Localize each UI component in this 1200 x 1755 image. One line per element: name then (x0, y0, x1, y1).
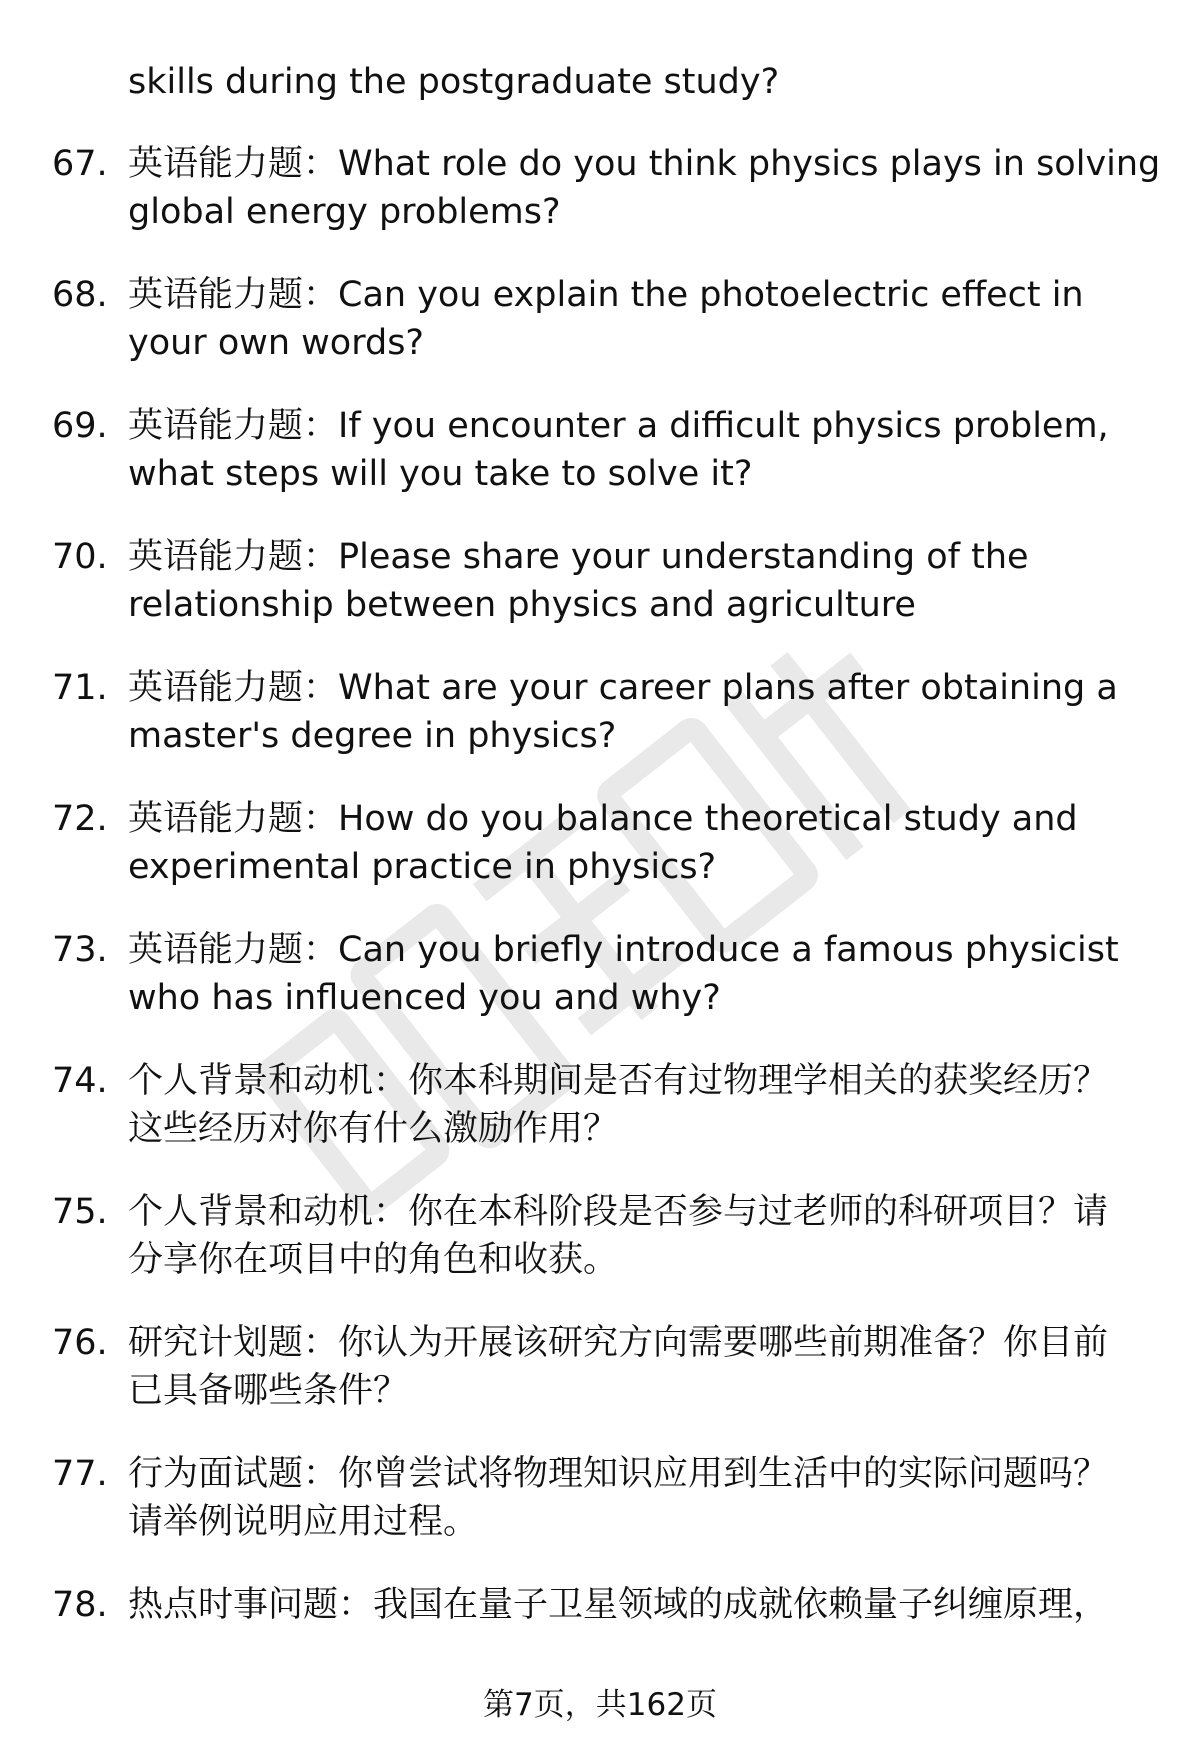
question-list (0, 140, 1200, 1712)
question-number: 68. (52, 275, 108, 315)
question-line: 英语能力题：Can you explain the photoelectric effect in (128, 275, 1084, 315)
question-text (128, 140, 1168, 236)
question-number: 71. (52, 668, 108, 708)
question-text (128, 402, 1168, 498)
question-number: 67. (52, 144, 108, 184)
question-text (128, 795, 1168, 891)
question-text (128, 1057, 1168, 1153)
question-line: 个人背景和动机：你本科期间是否有过物理学相关的获奖经历？ (128, 1061, 1109, 1101)
question-line: 英语能力题：If you encounter a difficult physics problem, (128, 406, 1109, 446)
question-line: your own words? (128, 323, 425, 363)
question-item (0, 533, 1200, 664)
question-line: 已具备哪些条件？ (128, 1371, 409, 1411)
question-line: 个人背景和动机：你在本科阶段是否参与过老师的科研项目？请 (128, 1192, 1109, 1232)
question-line: 英语能力题：What role do you think physics plays in solving (128, 144, 1161, 184)
question-number: 77. (52, 1454, 108, 1494)
question-line: 请举例说明应用过程。 (128, 1502, 479, 1542)
question-line: 热点时事问题：我国在量子卫星领域的成就依赖量子纠缠原理， (128, 1585, 1109, 1625)
continuation-line: skills during the postgraduate study? (128, 62, 780, 102)
question-line: 英语能力题：Please share your understanding of the (128, 537, 1029, 577)
question-line: global energy problems? (128, 192, 561, 232)
question-number: 69. (52, 406, 108, 446)
question-line: experimental practice in physics? (128, 847, 717, 887)
question-line: 英语能力题：How do you balance theoretical study and (128, 799, 1078, 839)
question-number: 78. (52, 1585, 108, 1625)
question-text (128, 1450, 1168, 1546)
question-line: 研究计划题：你认为开展该研究方向需要哪些前期准备？你目前 (128, 1323, 1109, 1363)
question-text (128, 1581, 1168, 1629)
question-item (0, 795, 1200, 926)
question-line: who has influenced you and why? (128, 978, 721, 1018)
question-item (0, 1188, 1200, 1319)
page-footer: 第7页，共162页 (483, 1687, 717, 1723)
question-line: 英语能力题：What are your career plans after obtaining a (128, 668, 1118, 708)
question-item (0, 402, 1200, 533)
question-line: 行为面试题：你曾尝试将物理知识应用到生活中的实际问题吗？ (128, 1454, 1109, 1494)
question-line: 英语能力题：Can you briefly introduce a famous physicist (128, 930, 1119, 970)
question-line: 这些经历对你有什么激励作用？ (128, 1109, 619, 1149)
question-number: 70. (52, 537, 108, 577)
question-number: 76. (52, 1323, 108, 1363)
question-text (128, 1319, 1168, 1415)
question-line: master's degree in physics? (128, 716, 617, 756)
question-item (0, 140, 1200, 271)
question-item (0, 1319, 1200, 1450)
question-line: 分享你在项目中的角色和收获。 (128, 1240, 619, 1280)
question-line: relationship between physics and agriculture (128, 585, 916, 625)
question-item (0, 1450, 1200, 1581)
question-number: 75. (52, 1192, 108, 1232)
question-item (0, 271, 1200, 402)
question-text (128, 664, 1168, 760)
question-number: 74. (52, 1061, 108, 1101)
question-text (128, 926, 1168, 1022)
question-text (128, 533, 1168, 629)
question-item (0, 664, 1200, 795)
question-number: 72. (52, 799, 108, 839)
question-text (128, 1188, 1168, 1284)
question-item (0, 1057, 1200, 1188)
question-number: 73. (52, 930, 108, 970)
question-item (0, 926, 1200, 1057)
question-text (128, 271, 1168, 367)
question-line: what steps will you take to solve it? (128, 454, 753, 494)
